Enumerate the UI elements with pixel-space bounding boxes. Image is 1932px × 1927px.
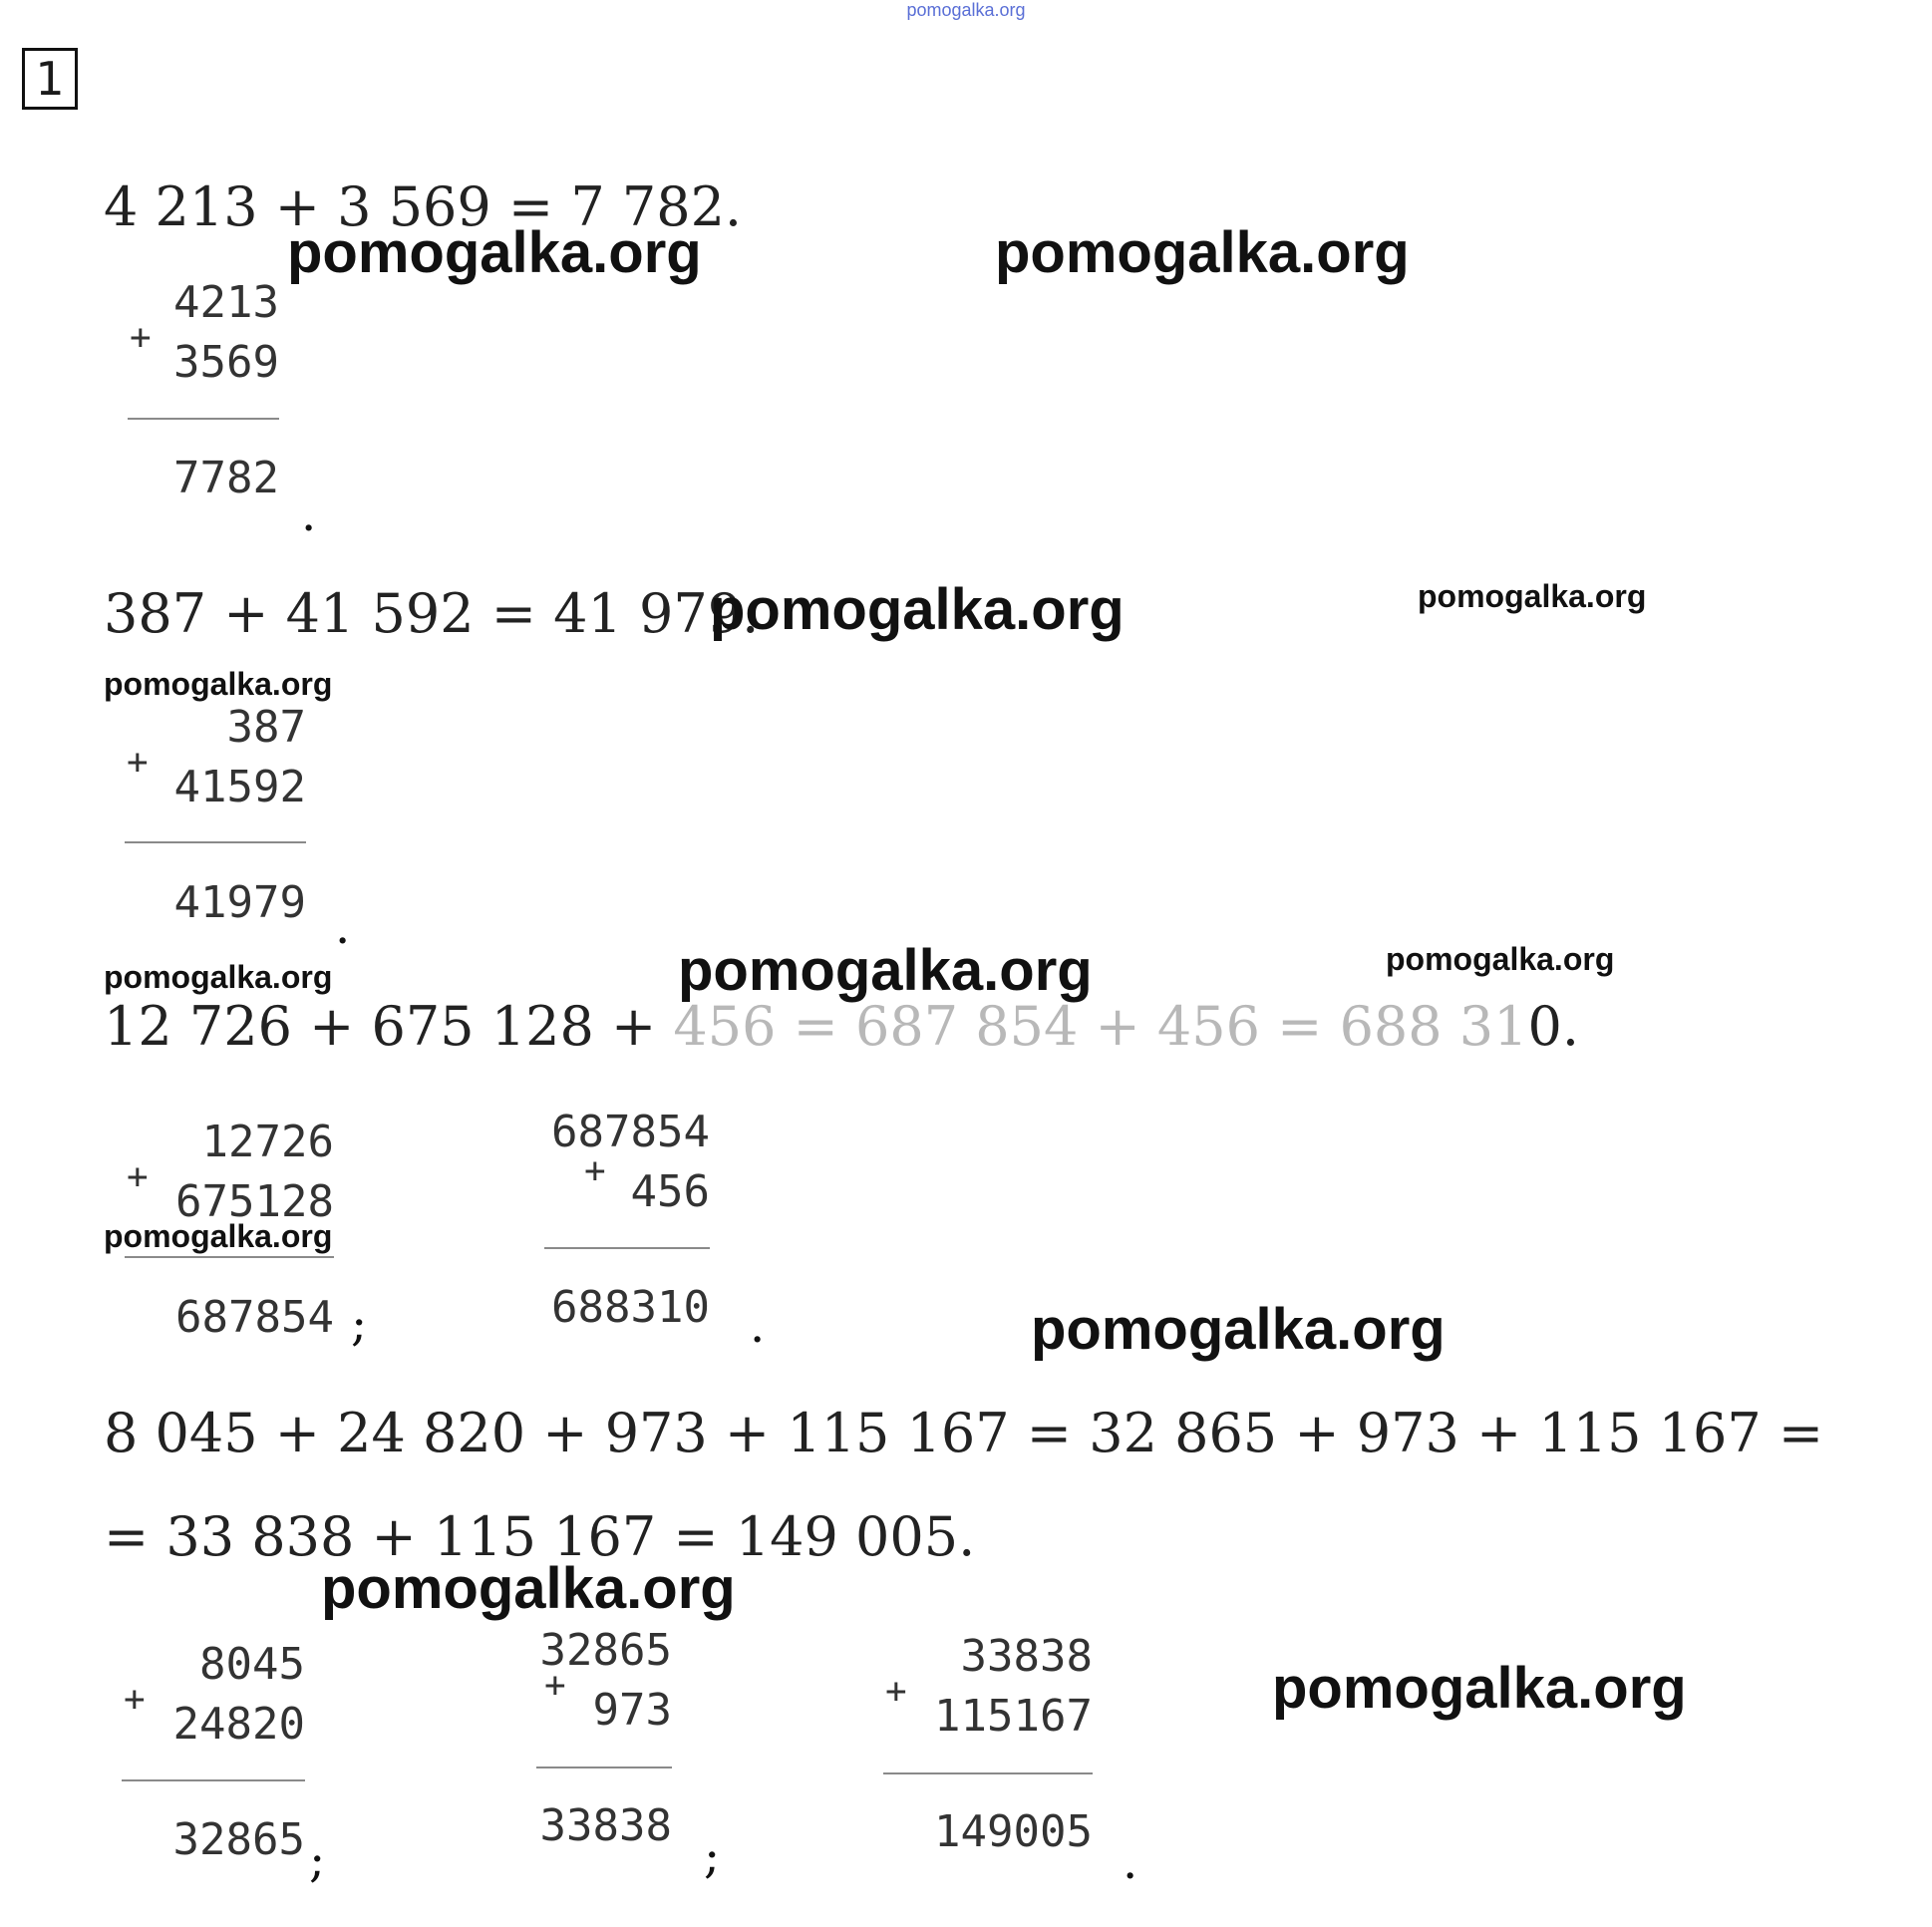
sum-result: 687854	[175, 1292, 334, 1343]
plus-sign: +	[127, 742, 149, 783]
header-watermark: pomogalka.org	[906, 0, 1026, 20]
punctuation: ;	[351, 1296, 368, 1352]
watermark-text: pomogalka.org	[1031, 1297, 1446, 1362]
addend-top: 387	[226, 702, 306, 753]
punctuation: ;	[309, 1832, 326, 1888]
watermark-text: pomogalka.org	[321, 1556, 736, 1621]
equation-3-faded-part: 456 = 687 854 + 456 = 688 31	[673, 995, 1528, 1058]
equation-3	[104, 995, 1579, 1058]
equation-3-part: 0.	[1527, 995, 1580, 1058]
task-number-box: 1	[22, 48, 78, 110]
plus-sign: +	[127, 1156, 149, 1197]
sum-line	[125, 1256, 334, 1258]
column-addition-5	[122, 1639, 305, 1878]
addend-top: 32865	[539, 1625, 672, 1676]
addend-bottom: 675128	[175, 1176, 334, 1227]
sum-result: 33838	[539, 1800, 672, 1851]
watermark-text: pomogalka.org	[1418, 578, 1647, 614]
addend-bottom: 456	[630, 1166, 710, 1217]
addend-top: 8045	[199, 1639, 305, 1690]
column-addition-2	[125, 702, 306, 941]
watermark-text: pomogalka.org	[104, 666, 333, 702]
addend-bottom: 115167	[934, 1691, 1093, 1742]
sum-line	[536, 1766, 672, 1768]
addend-bottom: 41592	[173, 762, 306, 812]
plus-sign: +	[584, 1150, 606, 1191]
watermark-text: pomogalka.org	[104, 959, 333, 995]
equation-3-part: 12 726 + 675 128 +	[104, 995, 674, 1058]
punctuation: .	[335, 899, 351, 955]
column-addition-7	[883, 1631, 1093, 1870]
column-addition-6	[530, 1625, 672, 1864]
watermark-text: pomogalka.org	[1272, 1656, 1687, 1721]
watermark-text: pomogalka.org	[104, 1218, 333, 1254]
plus-sign: +	[124, 1679, 146, 1720]
punctuation: ;	[704, 1828, 721, 1884]
addend-top: 12726	[201, 1117, 334, 1167]
sum-line	[122, 1779, 305, 1781]
punctuation: .	[750, 1298, 766, 1354]
sum-result: 149005	[934, 1806, 1093, 1857]
sum-result: 41979	[173, 877, 306, 928]
sum-line	[544, 1247, 710, 1249]
addend-top: 687854	[551, 1107, 710, 1157]
column-addition-1	[128, 277, 279, 536]
watermark-text: pomogalka.org	[287, 220, 702, 285]
sum-result: 32865	[172, 1814, 305, 1865]
plus-sign: +	[544, 1665, 566, 1706]
sum-result: 7782	[173, 453, 279, 503]
watermark-text: pomogalka.org	[995, 220, 1410, 285]
equation-2: 387 + 41 592 = 41 979.	[104, 582, 760, 645]
plus-sign: +	[130, 317, 152, 358]
addend-bottom: 24820	[172, 1699, 305, 1750]
plus-sign: +	[885, 1671, 907, 1712]
column-addition-4	[538, 1107, 710, 1346]
addend-bottom: 3569	[173, 337, 279, 388]
watermark-text: pomogalka.org	[678, 938, 1093, 1003]
watermark-text: pomogalka.org	[710, 577, 1125, 642]
watermark-text: pomogalka.org	[1386, 941, 1615, 977]
equation-4-line-2: = 33 838 + 115 167 = 149 005.	[104, 1505, 976, 1568]
sum-line	[883, 1772, 1093, 1774]
punctuation: .	[1123, 1834, 1138, 1890]
sum-result: 688310	[551, 1282, 710, 1333]
sum-line	[125, 841, 306, 843]
addend-bottom: 973	[592, 1685, 672, 1736]
addend-top: 33838	[960, 1631, 1093, 1682]
equation-4-line-1: 8 045 + 24 820 + 973 + 115 167 = 32 865 + 973 + 115 167 =	[104, 1402, 1824, 1464]
addend-top: 4213	[173, 277, 279, 328]
punctuation: .	[301, 486, 317, 542]
sum-line	[128, 418, 279, 420]
equation-1: 4 213 + 3 569 = 7 782.	[104, 175, 743, 238]
